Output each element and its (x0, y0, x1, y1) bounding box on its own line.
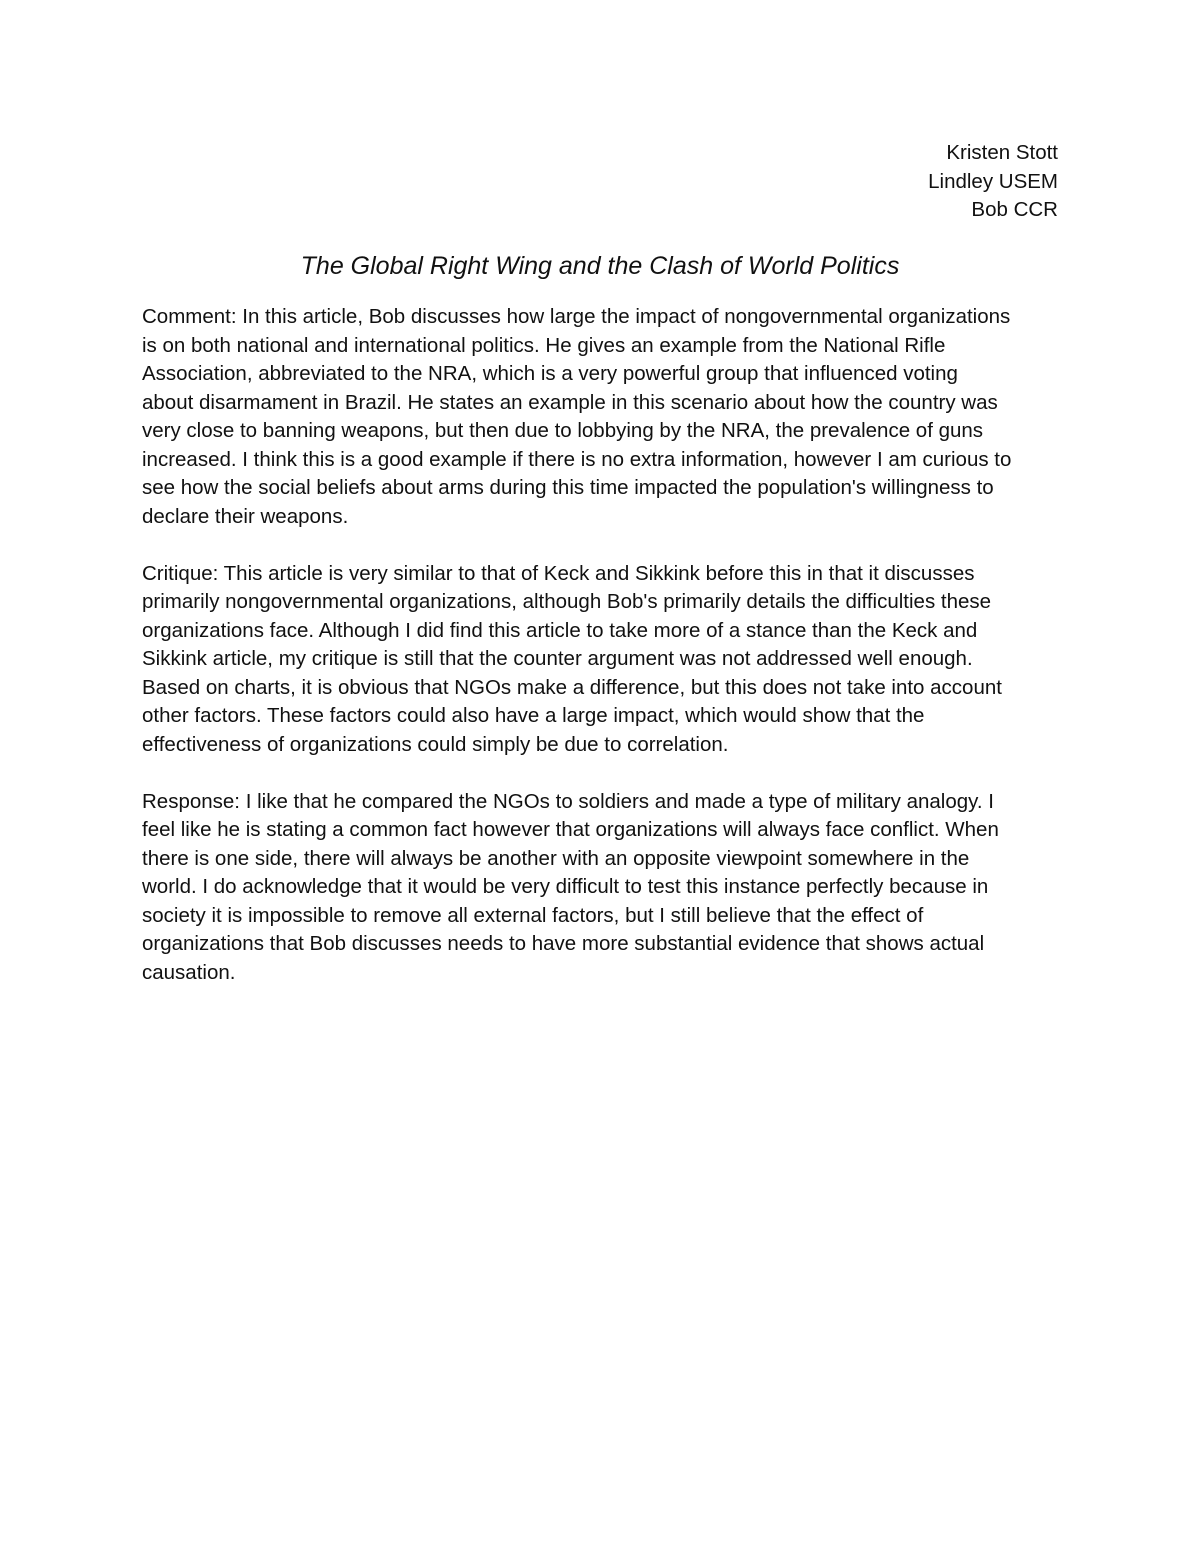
document-body (142, 303, 1062, 1016)
paragraph-line: very close to banning weapons, but then due to lobbying by the NRA, the prevalence of guns (142, 419, 984, 442)
paragraph-line: society it is impossible to remove all external factors, but I still believe that the effect of (142, 903, 924, 927)
response-paragraph (142, 788, 1062, 988)
author-name: Kristen Stott (946, 141, 1058, 164)
reading-label: Bob CCR (971, 198, 1058, 221)
document-title: The Global Right Wing and the Clash of World Politics (300, 252, 900, 280)
paragraph-line: declare their weapons. (142, 504, 349, 528)
paragraph-line: primarily nongovernmental organizations, although Bob's primarily details the difficulties these (142, 590, 992, 613)
header-block (928, 139, 1058, 225)
comment-paragraph (142, 303, 1062, 531)
course-name: Lindley USEM (928, 169, 1058, 193)
paragraph-line: is on both national and international politics. He gives an example from the National Rifle (142, 333, 946, 357)
paragraph-line: organizations face. Although I did find this article to take more of a stance than the Keck and (142, 618, 978, 642)
paragraph-line: Sikkink article, my critique is still that the counter argument was not addressed well enough. (142, 647, 973, 670)
paragraph-line: Comment: In this article, Bob discusses how large the impact of nongovernmental organizations (142, 305, 1011, 328)
paragraph-line: Critique: This article is very similar to that of Keck and Sikkink before this in that it discusses (142, 561, 975, 585)
paragraph-line: effectiveness of organizations could simply be due to correlation. (142, 732, 729, 756)
paragraph-line: see how the social beliefs about arms during this time impacted the population's willingness to (142, 476, 994, 499)
paragraph-line: Based on charts, it is obvious that NGOs make a difference, but this does not take into account (142, 675, 1002, 699)
paragraph-line: world. I do acknowledge that it would be very difficult to test this instance perfectly because in (142, 875, 989, 898)
paragraph-line: feel like he is stating a common fact however that organizations will always face conflict. When (142, 818, 999, 841)
paragraph-line: organizations that Bob discusses needs to have more substantial evidence that shows actual (142, 932, 985, 955)
paragraph-line: increased. I think this is a good example if there is no extra information, however I am curious to (142, 447, 1012, 471)
paragraph-line: there is one side, there will always be another with an opposite viewpoint somewhere in the (142, 846, 970, 870)
paragraph-line: other factors. These factors could also have a large impact, which would show that the (142, 704, 925, 727)
paragraph-line: about disarmament in Brazil. He states an example in this scenario about how the country was (142, 390, 998, 414)
paragraph-line: Association, abbreviated to the NRA, which is a very powerful group that influenced voting (142, 362, 958, 385)
critique-paragraph (142, 560, 1062, 760)
paragraph-line: Response: I like that he compared the NGOs to soldiers and made a type of military analogy. I (142, 789, 994, 813)
paragraph-line: causation. (142, 960, 236, 984)
